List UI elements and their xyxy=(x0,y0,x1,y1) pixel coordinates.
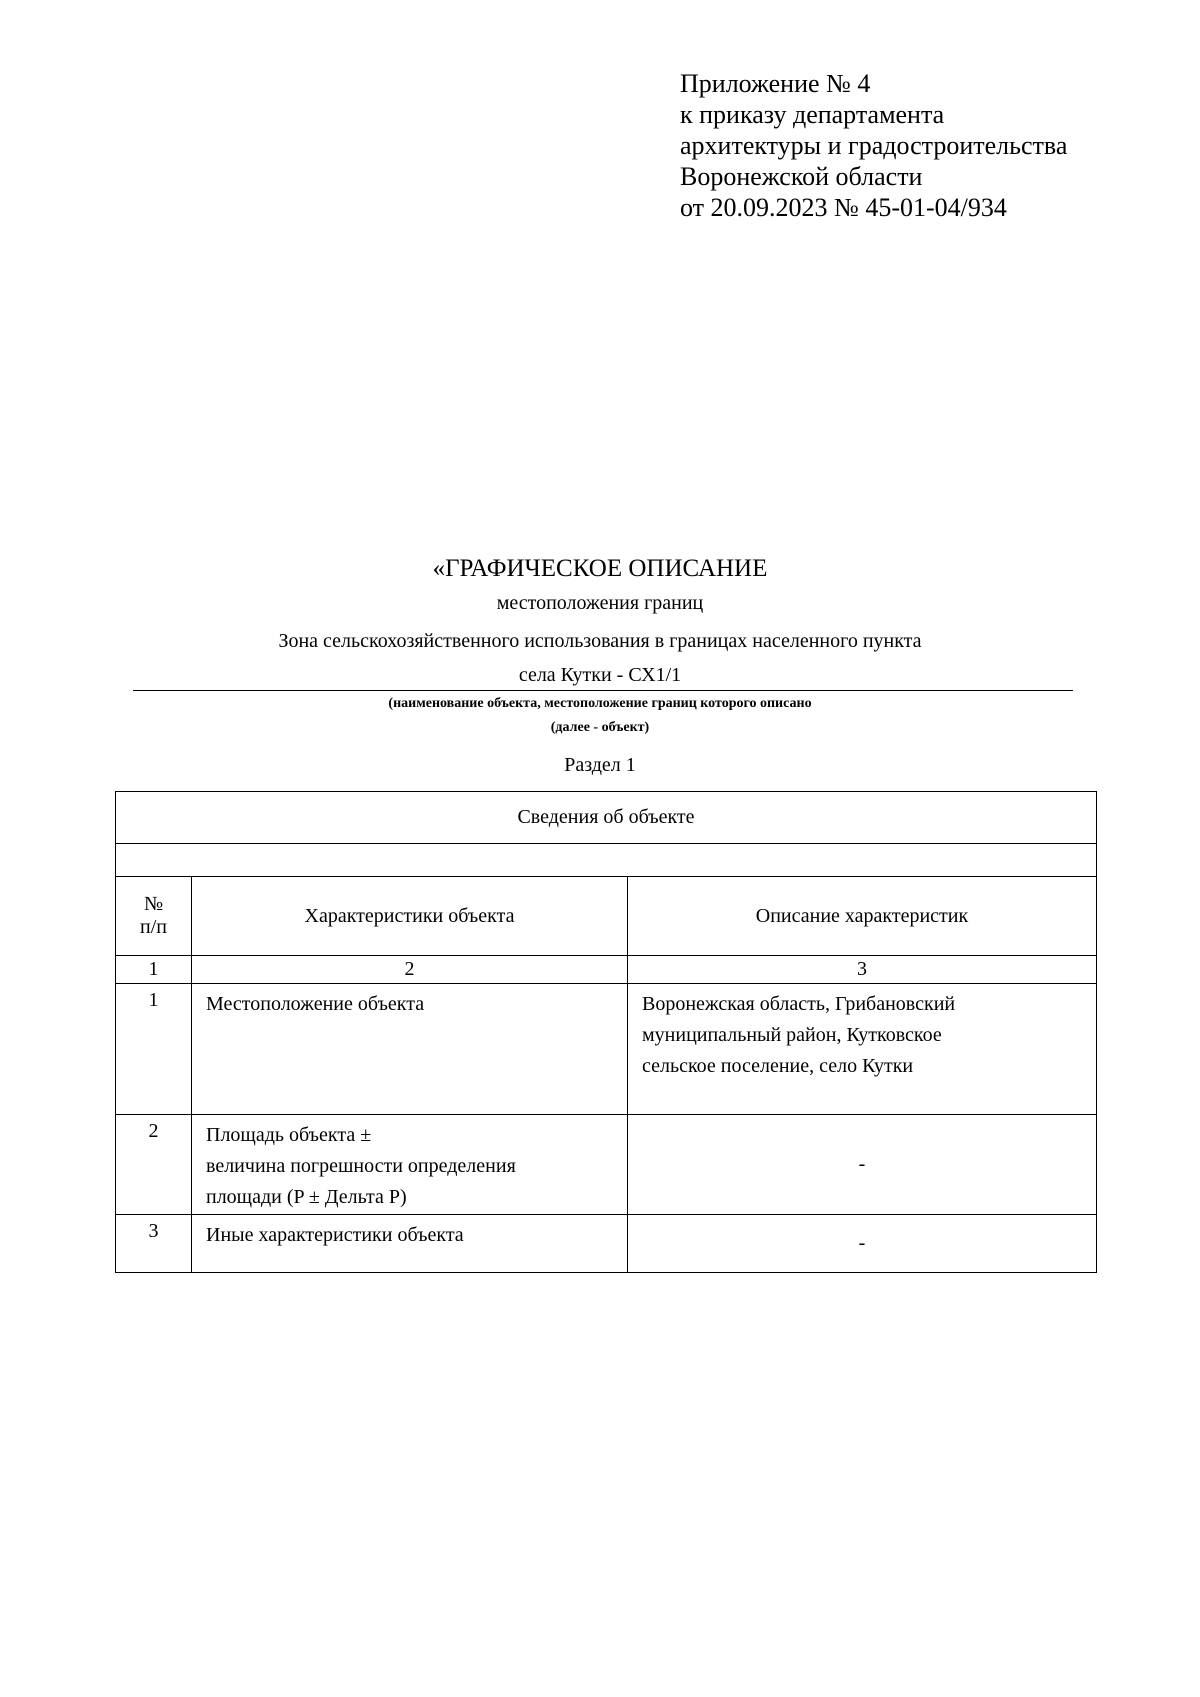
object-caption-line: (наименование объекта, местоположение границ которого описано xyxy=(388,696,812,711)
table-title-row xyxy=(116,792,1097,844)
table-spacer-cell xyxy=(116,844,1097,877)
document-subtitle: местоположения границ xyxy=(496,592,704,614)
table-title: Сведения об объекте xyxy=(116,792,1097,844)
description-line: муниципальный район, Кутковское xyxy=(642,1024,942,1046)
object-caption-line: (далее - объект) xyxy=(550,720,650,735)
header-num-line: № xyxy=(143,893,164,915)
column-number: 3 xyxy=(628,956,1097,984)
document-title: «ГРАФИЧЕСКОЕ ОПИСАНИЕ xyxy=(432,555,768,582)
header-description: Описание характеристик xyxy=(628,877,1097,956)
characteristic-line: величина погрешности определения xyxy=(206,1155,516,1177)
row-characteristic xyxy=(192,1115,628,1215)
row-description xyxy=(628,984,1097,1115)
section-heading: Раздел 1 xyxy=(564,754,636,776)
row-description xyxy=(628,1215,1097,1273)
characteristic-line: Площадь объекта ± xyxy=(206,1124,372,1146)
header-characteristics: Характеристики объекта xyxy=(192,877,628,956)
appendix-line: к приказу департамента xyxy=(680,100,945,129)
object-name-line: Зона сельскохозяйственного использования в границах населенного пункта xyxy=(278,630,922,652)
table-row xyxy=(116,1215,1097,1273)
description-line: сельское поселение, село Кутки xyxy=(642,1055,914,1077)
table-spacer-row xyxy=(116,844,1097,877)
header-num-line: п/п xyxy=(140,916,167,938)
row-description xyxy=(628,1115,1097,1215)
header-num-cell xyxy=(116,877,192,956)
object-info-table xyxy=(115,791,1097,1273)
appendix-line: Воронежской области xyxy=(680,162,923,191)
object-name-underline xyxy=(133,690,1073,691)
characteristic-line: площади (P ± Дельта P) xyxy=(206,1186,407,1208)
row-characteristic xyxy=(192,984,628,1115)
description-line: - xyxy=(858,1153,866,1175)
description-line: Воронежская область, Грибановский xyxy=(642,993,956,1015)
appendix-block xyxy=(680,68,1067,223)
row-characteristic xyxy=(192,1215,628,1273)
column-number: 1 xyxy=(116,956,192,984)
table-row xyxy=(116,1115,1097,1215)
description-line: - xyxy=(858,1232,866,1254)
column-number: 2 xyxy=(192,956,628,984)
table-row xyxy=(116,984,1097,1115)
appendix-line: от 20.09.2023 № 45-01-04/934 xyxy=(680,193,1007,222)
appendix-line: Приложение № 4 xyxy=(680,69,871,98)
characteristic-line: Иные характеристики объекта xyxy=(206,1224,464,1246)
row-number: 1 xyxy=(116,984,192,1115)
column-number-row xyxy=(116,956,1097,984)
characteristic-line: Местоположение объекта xyxy=(206,993,425,1015)
row-number: 2 xyxy=(116,1115,192,1215)
row-number: 3 xyxy=(116,1215,192,1273)
appendix-line: архитектуры и градостроительства xyxy=(680,131,1068,160)
object-name-line: села Кутки - СХ1/1 xyxy=(518,664,682,686)
table-header-row xyxy=(116,877,1097,956)
